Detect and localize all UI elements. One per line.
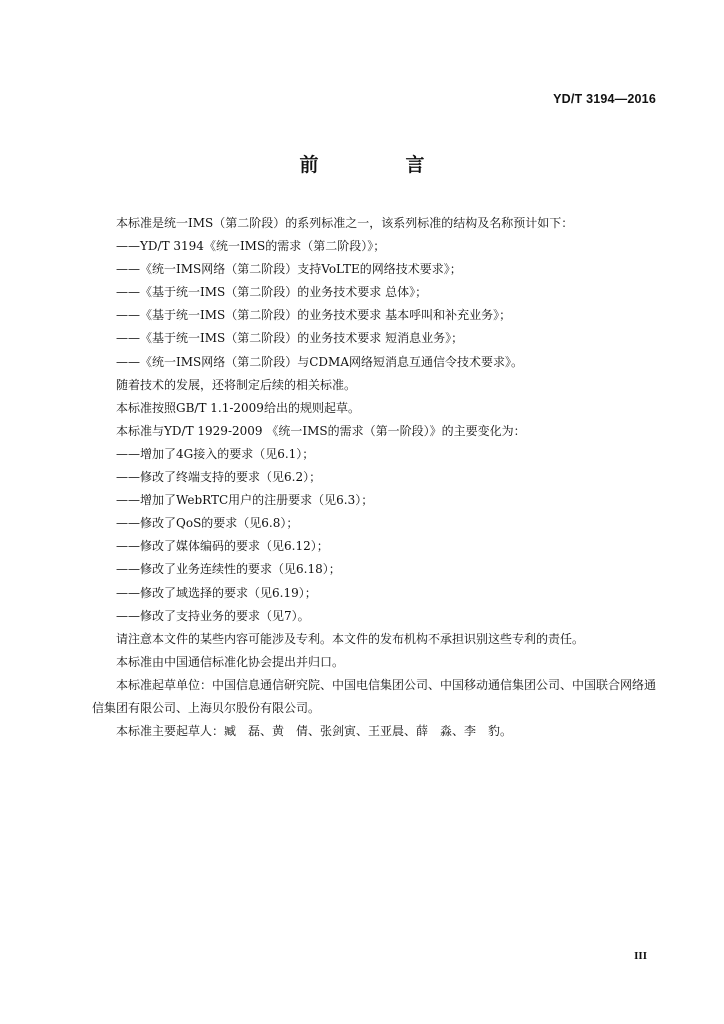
body-line: ——《统一IMS网络（第二阶段）与CDMA网络短消息互通信令技术要求》。 — [116, 354, 524, 369]
body-line: ——《基于统一IMS（第二阶段）的业务技术要求 总体》； — [116, 285, 428, 300]
body-line: ——《统一IMS网络（第二阶段）支持VoLTE的网络技术要求》； — [116, 262, 462, 277]
main-drafters-line: 本标准主要起草人：臧 磊、黄 倩、张剑寅、王亚晨、薛 淼、李 豹。 — [116, 724, 513, 739]
body-line: 本标准由中国通信标准化协会提出并归口。 — [116, 654, 345, 669]
body-line: ——修改了QoS的要求（见6.8）； — [116, 516, 299, 531]
body-line: ——增加了4G接入的要求（见6.1）； — [116, 446, 315, 461]
body-line: ——修改了域选择的要求（见6.19）； — [116, 585, 317, 600]
body-line: ——修改了支持业务的要求（见7）。 — [116, 608, 310, 623]
body-line: ——增加了WebRTC用户的注册要求（见6.3）； — [116, 493, 374, 508]
body-line: ——《基于统一IMS（第二阶段）的业务技术要求 短消息业务》； — [116, 331, 464, 346]
body-line: 本标准与YD/T 1929-2009 《统一IMS的需求（第一阶段）》的主要变化为： — [116, 423, 526, 438]
document-code: YD/T 3194—2016 — [553, 92, 656, 106]
body-line: 请注意本文件的某些内容可能涉及专利。本文件的发布机构不承担识别这些专利的责任。 — [116, 631, 585, 646]
drafting-units-paragraph: 本标准起草单位：中国信息通信研究院、中国电信集团公司、中国移动通信集团公司、中国联合网络通信集团有限公司、上海贝尔股份有限公司。 — [92, 677, 657, 715]
body-line: ——YD/T 3194《统一IMS的需求（第二阶段）》； — [116, 239, 386, 254]
body-line: 本标准按照GB/T 1.1-2009给出的规则起草。 — [116, 400, 360, 415]
body-line: ——修改了业务连续性的要求（见6.18）； — [116, 562, 341, 577]
body-line: ——修改了媒体编码的要求（见6.12）； — [116, 539, 329, 554]
body-line: 本标准是统一IMS（第二阶段）的系列标准之一，该系列标准的结构及名称预计如下： — [116, 216, 574, 230]
page-number: III — [634, 950, 647, 962]
body-line: 随着技术的发展，还将制定后续的相关标准。 — [116, 377, 357, 392]
document-body — [92, 212, 662, 743]
body-line: ——修改了终端支持的要求（见6.2）； — [116, 470, 322, 485]
page-title: 前 言 — [299, 154, 459, 176]
body-line: ——《基于统一IMS（第二阶段）的业务技术要求 基本呼叫和补充业务》； — [116, 308, 512, 323]
